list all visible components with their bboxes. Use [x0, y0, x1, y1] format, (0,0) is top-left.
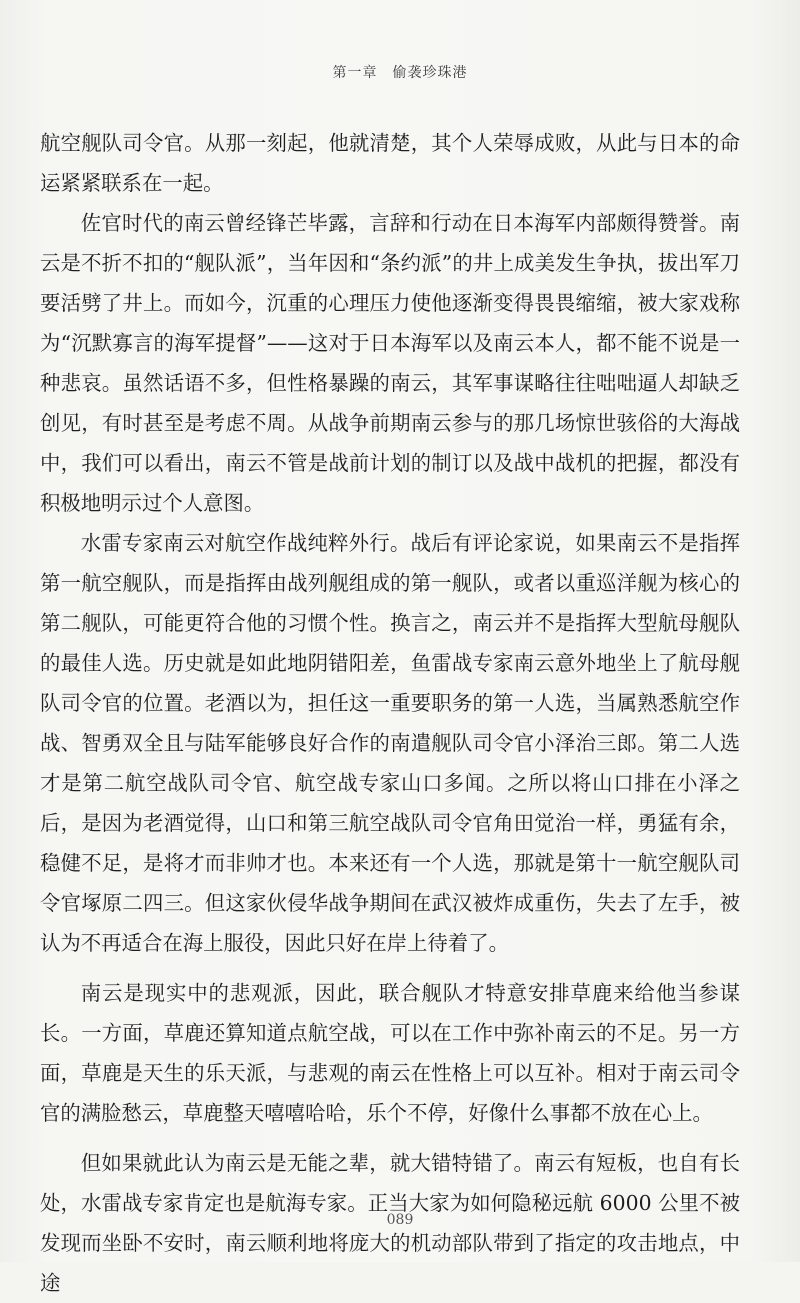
paragraph-4: 南云是现实中的悲观派，因此，联合舰队才特意安排草鹿来给他当参谋长。一方面，草鹿还算知道点航空战，可以在工作中弥补南云的不足。另一方面，草鹿是天生的乐天派，与悲观的南云在性格上可以互补。相对于南云司令官的满脸愁云，草鹿整天嘻嘻哈哈，乐个不停，好像什么事都不放在心上。 — [40, 981, 740, 1125]
paragraph-2: 佐官时代的南云曾经锋芒毕露，言辞和行动在日本海军内部颇得赞誉。南云是不折不扣的“舰队派”，当年因和“条约派”的井上成美发生争执，拔出军刀要活劈了井上。而如今，沉重的心理压力使他逐渐变得畏畏缩缩，被大家戏称为“沉默寡言的海军提督”——这对于日本海军以及南云本人，都不能不说是一种悲哀。虽然话语不多，但性格暴躁的南云，其军事谋略往往咄咄逼人却缺乏创见，有时甚至是考虑不周。从战争前期南云参与的那几场惊世骇俗的大海战中，我们可以看出，南云不管是战前计划的制订以及战中战机的把握，都没有积极地明示过个人意图。 — [40, 211, 740, 515]
paragraph-1: 航空舰队司令官。从那一刻起，他就清楚，其个人荣辱成败，从此与日本的命运紧紧联系在一起。 — [40, 131, 740, 195]
paragraph-3: 水雷专家南云对航空作战纯粹外行。战后有评论家说，如果南云不是指挥第一航空舰队，而是指挥由战列舰组成的第一舰队，或者以重巡洋舰为核心的第二舰队，可能更符合他的习惯个性。换言之，南云并不是指挥大型航母舰队的最佳人选。历史就是如此地阴错阳差，鱼雷战专家南云意外地坐上了航母舰队司令官的位置。老酒以为，担任这一重要职务的第一人选，当属熟悉航空作战、智勇双全且与陆军能够良好合作的南遣舰队司令官小泽治三郎。第二人选才是第二航空战队司令官、航空战专家山口多闻。之所以将山口排在小泽之后，是因为老酒觉得，山口和第三航空战队司令官角田觉治一样，勇猛有余，稳健不足，是将才而非帅才也。本来还有一个人选，那就是第十一航空舰队司令官塚原二四三。但这家伙侵华战争期间在武汉被炸成重伤，失去了左手，被认为不再适合在海上服役，因此只好在岸上待着了。 — [40, 531, 740, 955]
running-header: 第一章 偷袭珍珠港 — [332, 65, 468, 81]
paragraph-5: 但如果就此认为南云是无能之辈，就大错特错了。南云有短板，也自有长处，水雷战专家肯定也是航海专家。正当大家为如何隐秘远航 6000 公里不被发现而坐卧不安时，南云顺利地将庞大的机动部队带到了指定的攻击地点，中途 — [40, 1151, 740, 1295]
body-text — [40, 123, 740, 1303]
page-number: 089 — [386, 1212, 414, 1228]
